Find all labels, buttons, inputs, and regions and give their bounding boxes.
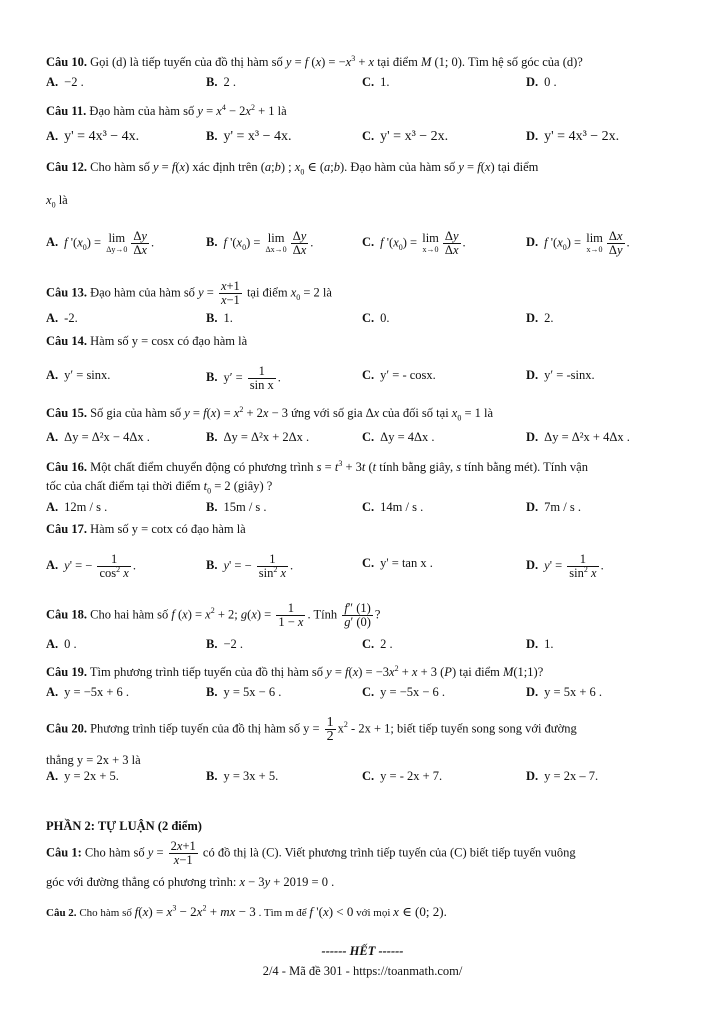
options-17 <box>46 553 686 583</box>
part-2-title: PHẦN 2: TỰ LUẬN (2 điểm) <box>46 819 202 833</box>
question-16: Câu 16. Một chất điểm chuyển động có phương trình $s = t^3 + 3t$ (t tính bằng giây, s tính bằng mét). Tính vận <box>46 458 588 474</box>
option-b[interactable]: B. y' = − $\frac{1}{\sin^2 x}$ . <box>206 552 294 580</box>
option-c[interactable]: C. y = −5x − 6 . <box>362 685 446 699</box>
options-10 <box>46 72 686 92</box>
option-c[interactable]: C. 1. <box>362 75 390 89</box>
option-a[interactable]: A. y′ = sinx. <box>46 368 111 382</box>
question-12-cont: $x_0$ là <box>46 193 68 210</box>
question-label: Câu 2. <box>46 907 77 919</box>
option-c[interactable]: C. 14m / s . <box>362 500 424 514</box>
option-c[interactable]: C. 0. <box>362 311 390 325</box>
options-14 <box>46 365 686 393</box>
question-label: Câu 12. <box>46 160 87 174</box>
option-d[interactable]: D. 7m / s . <box>526 500 581 514</box>
option-a[interactable]: A. Δy = Δ²x − 4Δx . <box>46 430 150 444</box>
question-text: Gọi (d) là tiếp tuyến của đồ thị hàm số y = f $(x) = -x^3 + x$ tại điểm M (1; 0). Tìm hệ số góc của (d)? <box>90 53 583 69</box>
option-d[interactable]: D. y = 5x + 6 . <box>526 685 603 699</box>
option-d[interactable]: D. 0 . <box>526 75 557 89</box>
option-b[interactable]: B. y' = x³ − 4x. <box>206 129 292 144</box>
option-c[interactable]: C. f '$(x_0) = \lim$ x→0 $\frac{\Delta y}{\Delta x}$ . <box>362 229 466 257</box>
option-c[interactable]: C. y' = x³ − 2x. <box>362 129 449 144</box>
question-label: Câu 18. <box>46 607 87 622</box>
question-10 <box>46 53 685 71</box>
question-16-cont: tốc của chất điểm tại thời điểm $t_0 = 2$ (giây) ? <box>46 479 273 496</box>
option-b[interactable]: B. Δy = Δ²x + 2Δx . <box>206 430 310 444</box>
option-a[interactable]: A. -2. <box>46 311 78 325</box>
question-20: Câu 20. Phương trình tiếp tuyến của đồ thị hàm số y = $\frac{1}{2}$ $x^2 - 2x + 1$; biết tiếp tuyến song song với đường <box>46 715 577 744</box>
option-d[interactable]: D. 2. <box>526 311 554 325</box>
option-a[interactable]: A. 0 . <box>46 637 77 651</box>
question-18: Câu 18. Cho hai hàm số f $(x) = x^2 + 2$; g(x) = $\frac{1}{1 - x}$ . Tính $\frac{f'' (1)}{g' (0)}$ ? <box>46 601 381 629</box>
question-label: Câu 15. <box>46 406 87 420</box>
question-text: Hàm số y = cosx có đạo hàm là <box>90 334 248 348</box>
question-20-cont: thẳng y = 2x + 3 là <box>46 753 141 767</box>
question-label: Câu 19. <box>46 665 87 679</box>
options-11 <box>46 126 686 146</box>
question-11: Câu 11. Đạo hàm của hàm số $y = x^4 - 2x^2 + 1$ là <box>46 102 287 118</box>
option-c[interactable]: C. Δy = 4Δx . <box>362 430 435 444</box>
option-a[interactable]: A. y' = 4x³ − 4x. <box>46 129 140 144</box>
question-label: Câu 14. <box>46 334 87 348</box>
question-label: Câu 16. <box>46 460 87 474</box>
essay-question-1-cont: góc với đường thẳng có phương trình: x − 3y + 2019 = 0 . <box>46 875 335 889</box>
essay-question-1: Câu 1: Cho hàm số y = $\frac{2x+1}{x-1}$ có đồ thị là (C). Viết phương trình tiếp tuyến của (C) biết tiếp tuyến vuông <box>46 839 576 867</box>
options-19 <box>46 682 686 702</box>
option-d[interactable]: D. y' = 4x³ − 2x. <box>526 129 620 144</box>
question-13: Câu 13. Đạo hàm của hàm số y = $\frac{x+1}{x-1}$ tại điểm $x_0 = 2$ là <box>46 279 332 307</box>
option-d[interactable]: D. f '$(x_0) = \lim$ x→0 $\frac{\Delta x}{\Delta y}$ . <box>526 229 630 257</box>
end-marker: ------ HẾT ------ <box>321 944 404 958</box>
question-19: Câu 19. Tìm phương trình tiếp tuyến của đồ thị hàm số $y = f(x) = -3x^2 + x + 3$ (P) tại điểm M(1;1)? <box>46 663 544 679</box>
option-a[interactable]: A. 12m / s . <box>46 500 108 514</box>
question-label: Câu 10. <box>46 55 87 69</box>
options-16 <box>46 497 686 517</box>
options-18 <box>46 634 686 654</box>
option-a[interactable]: A. f '$(x_0) = \lim$ Δy→0 $\frac{\Delta y}{\Delta x}$ . <box>46 229 155 257</box>
option-a[interactable]: A. y' = − $\frac{1}{\cos^2 x}$ . <box>46 552 136 580</box>
option-d[interactable]: D. Δy = Δ²x + 4Δx . <box>526 430 630 444</box>
options-20 <box>46 766 686 786</box>
option-c[interactable]: C. y′ = - cosx. <box>362 368 436 382</box>
option-b[interactable]: B. −2 . <box>206 637 244 651</box>
option-a[interactable]: A. −2 . <box>46 75 84 89</box>
option-a[interactable]: A. y = 2x + 5. <box>46 769 119 783</box>
essay-question-2: Câu 2. Cho hàm số $f(x) = x^3 - 2x^2$ + mx − 3 . Tìm m để f '(x) < 0 với mọi x ∈ (0; 2). <box>46 903 447 919</box>
question-label: Câu 11. <box>46 104 87 118</box>
option-c[interactable]: C. 2 . <box>362 637 393 651</box>
question-14 <box>46 332 685 350</box>
option-c[interactable]: C. y' = tan x . <box>362 556 433 570</box>
options-12 <box>46 230 686 260</box>
question-label: Câu 20. <box>46 721 87 736</box>
option-c[interactable]: C. y = - 2x + 7. <box>362 769 443 783</box>
question-label: Câu 17. <box>46 522 87 536</box>
option-b[interactable]: B. f '$(x_0) = \lim$ Δx→0 $\frac{\Delta y}{\Delta x}$ . <box>206 229 314 257</box>
option-d[interactable]: D. y′ = -sinx. <box>526 368 595 382</box>
question-12: Câu 12. Cho hàm số y = f(x) xác định trên (a;b) ; $x_0$ ∈ (a;b). Đạo hàm của hàm số y = f(x) tại điểm <box>46 160 539 177</box>
question-text: Hàm số y = cotx có đạo hàm là <box>90 522 246 536</box>
options-13 <box>46 308 686 328</box>
option-b[interactable]: B. y = 5x − 6 . <box>206 685 282 699</box>
question-label: Câu 1: <box>46 845 82 860</box>
option-b[interactable]: B. 2 . <box>206 75 236 89</box>
option-b[interactable]: B. y′ = $\frac{1}{\text{sin x}}$ . <box>206 364 281 392</box>
option-b[interactable]: B. y = 3x + 5. <box>206 769 279 783</box>
question-15: Câu 15. Số gia của hàm số $y = f(x) = x^2 + 2x - 3$ ứng với số gia Δx của đối số tại $x_0 = 1$ là <box>46 404 494 423</box>
page-footer: 2/4 - Mã đề 301 - https://toanmath.com/ <box>262 964 463 978</box>
question-17 <box>46 520 685 538</box>
options-15 <box>46 427 686 447</box>
option-b[interactable]: B. 15m / s . <box>206 500 267 514</box>
option-a[interactable]: A. y = −5x + 6 . <box>46 685 130 699</box>
option-d[interactable]: D. y' = $\frac{1}{\sin^2 x}$ . <box>526 552 604 580</box>
option-d[interactable]: D. 1. <box>526 637 554 651</box>
option-b[interactable]: B. 1. <box>206 311 233 325</box>
question-label: Câu 13. <box>46 285 87 300</box>
option-d[interactable]: D. y = 2x – 7. <box>526 769 599 783</box>
